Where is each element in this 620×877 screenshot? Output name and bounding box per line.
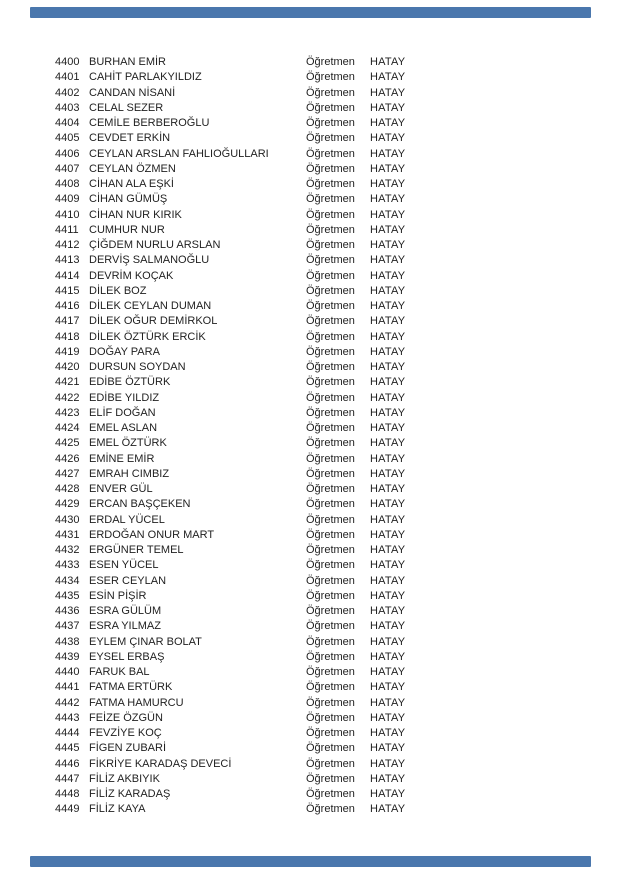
table-row	[0, 70, 620, 85]
row-province: HATAY	[370, 788, 406, 800]
table-row	[0, 284, 620, 299]
row-name: ERCAN BAŞÇEKEN	[89, 498, 191, 511]
row-name: ESER CEYLAN	[89, 574, 167, 587]
table-row	[0, 330, 620, 345]
row-province: HATAY	[370, 239, 406, 251]
row-number: 4430	[55, 513, 80, 526]
row-number: 4438	[55, 635, 80, 648]
row-number: 4420	[55, 361, 80, 373]
table-row	[0, 391, 620, 406]
row-number: 4435	[55, 589, 80, 602]
row-role: Öğretmen	[306, 742, 355, 755]
table-row	[0, 360, 620, 375]
table-row	[0, 299, 620, 314]
table-row	[0, 116, 620, 131]
table-row	[0, 345, 620, 360]
row-province: HATAY	[370, 711, 406, 724]
row-role: Öğretmen	[306, 239, 355, 251]
row-province: HATAY	[370, 437, 406, 450]
row-province: HATAY	[370, 361, 406, 373]
row-role: Öğretmen	[306, 727, 355, 739]
row-name: ÇİĞDEM NURLU ARSLAN	[89, 239, 221, 251]
row-province: HATAY	[370, 589, 406, 602]
row-name: CİHAN NUR KIRIK	[89, 208, 182, 221]
row-name: ERDAL YÜCEL	[89, 513, 165, 526]
row-name: FATMA HAMURCU	[89, 696, 184, 709]
row-province: HATAY	[370, 742, 406, 755]
row-role: Öğretmen	[306, 635, 355, 648]
row-province: HATAY	[370, 620, 406, 633]
row-province: HATAY	[370, 681, 406, 694]
table-row	[0, 238, 620, 253]
table-row	[0, 619, 620, 634]
row-role: Öğretmen	[306, 483, 355, 495]
row-province: HATAY	[370, 483, 406, 495]
row-role: Öğretmen	[306, 498, 355, 511]
row-province: HATAY	[370, 254, 406, 267]
table-row	[0, 680, 620, 695]
row-name: EMEL ASLAN	[89, 422, 158, 434]
table-row	[0, 436, 620, 451]
table-row	[0, 513, 620, 528]
table-row	[0, 314, 620, 329]
row-name: EDİBE YILDIZ	[89, 391, 160, 404]
row-number: 4428	[55, 483, 80, 495]
row-role: Öğretmen	[306, 71, 355, 84]
row-province: HATAY	[370, 528, 406, 541]
row-number: 4449	[55, 803, 80, 816]
row-role: Öğretmen	[306, 574, 355, 587]
row-role: Öğretmen	[306, 589, 355, 602]
row-role: Öğretmen	[306, 467, 355, 480]
roster-table	[0, 55, 620, 818]
row-role: Öğretmen	[306, 391, 355, 404]
table-row	[0, 574, 620, 589]
row-role: Öğretmen	[306, 620, 355, 633]
table-row	[0, 421, 620, 436]
row-role: Öğretmen	[306, 147, 355, 160]
table-row	[0, 253, 620, 268]
row-name: FİLİZ AKBIYIK	[89, 772, 160, 785]
row-name: ERDOĞAN ONUR MART	[89, 528, 215, 541]
table-row	[0, 589, 620, 604]
row-number: 4412	[55, 239, 80, 251]
row-name: EMEL ÖZTÜRK	[89, 437, 167, 450]
row-name: CEMİLE BERBEROĞLU	[89, 117, 210, 129]
row-province: HATAY	[370, 574, 406, 587]
row-number: 4441	[55, 681, 80, 694]
row-province: HATAY	[370, 406, 406, 419]
row-name: CEVDET ERKİN	[89, 132, 171, 145]
row-role: Öğretmen	[306, 376, 355, 389]
table-row	[0, 86, 620, 101]
row-role: Öğretmen	[306, 788, 355, 800]
row-number: 4405	[55, 132, 80, 145]
top-redaction-bar	[30, 7, 591, 18]
table-row	[0, 208, 620, 223]
row-number: 4416	[55, 300, 80, 312]
row-name: ENVER GÜL	[89, 483, 153, 495]
row-province: HATAY	[370, 101, 406, 114]
row-name: EYSEL ERBAŞ	[89, 650, 165, 663]
row-name: EYLEM ÇINAR BOLAT	[89, 635, 202, 648]
table-row	[0, 802, 620, 817]
row-province: HATAY	[370, 772, 406, 785]
row-role: Öğretmen	[306, 300, 355, 312]
row-province: HATAY	[370, 330, 406, 343]
row-name: FATMA ERTÜRK	[89, 681, 173, 694]
row-role: Öğretmen	[306, 132, 355, 145]
row-role: Öğretmen	[306, 650, 355, 663]
table-row	[0, 741, 620, 756]
row-number: 4415	[55, 284, 80, 297]
table-row	[0, 497, 620, 512]
row-province: HATAY	[370, 498, 406, 511]
row-role: Öğretmen	[306, 101, 355, 114]
row-name: FİGEN ZUBARİ	[89, 742, 167, 755]
row-number: 4425	[55, 437, 80, 450]
row-role: Öğretmen	[306, 284, 355, 297]
table-row	[0, 452, 620, 467]
table-row	[0, 131, 620, 146]
row-role: Öğretmen	[306, 345, 355, 358]
row-number: 4419	[55, 345, 80, 358]
bottom-redaction-bar	[30, 856, 591, 867]
row-name: CEYLAN ÖZMEN	[89, 162, 176, 175]
table-row	[0, 467, 620, 482]
table-row	[0, 162, 620, 177]
row-role: Öğretmen	[306, 437, 355, 450]
row-number: 4436	[55, 605, 80, 617]
row-role: Öğretmen	[306, 528, 355, 541]
row-role: Öğretmen	[306, 162, 355, 175]
row-name: EMİNE EMİR	[89, 452, 155, 465]
row-province: HATAY	[370, 132, 406, 145]
row-province: HATAY	[370, 147, 406, 160]
table-row	[0, 558, 620, 573]
row-name: ESRA YILMAZ	[89, 620, 161, 633]
row-province: HATAY	[370, 223, 406, 236]
row-province: HATAY	[370, 391, 406, 404]
row-role: Öğretmen	[306, 86, 355, 99]
row-province: HATAY	[370, 467, 406, 480]
table-row	[0, 528, 620, 543]
row-number: 4443	[55, 711, 80, 724]
row-name: FARUK BAL	[89, 666, 150, 678]
row-province: HATAY	[370, 650, 406, 663]
row-province: HATAY	[370, 162, 406, 175]
row-province: HATAY	[370, 803, 406, 816]
row-name: DİLEK ÖZTÜRK ERCİK	[89, 330, 206, 343]
row-province: HATAY	[370, 117, 406, 129]
row-number: 4424	[55, 422, 80, 434]
row-role: Öğretmen	[306, 452, 355, 465]
row-name: FİKRİYE KARADAŞ DEVECİ	[89, 757, 232, 770]
row-name: FİLİZ KARADAŞ	[89, 788, 171, 800]
table-row	[0, 711, 620, 726]
row-name: DİLEK OĞUR DEMİRKOL	[89, 315, 218, 328]
row-number: 4423	[55, 406, 80, 419]
row-name: CUMHUR NUR	[89, 223, 165, 236]
row-number: 4431	[55, 528, 80, 541]
row-number: 4414	[55, 269, 80, 282]
row-number: 4410	[55, 208, 80, 221]
row-name: DİLEK CEYLAN DUMAN	[89, 300, 212, 312]
row-province: HATAY	[370, 559, 406, 572]
row-number: 4409	[55, 193, 80, 206]
row-name: CEYLAN ARSLAN FAHLIOĞULLARI	[89, 147, 269, 160]
row-number: 4439	[55, 650, 80, 663]
table-row	[0, 543, 620, 558]
row-role: Öğretmen	[306, 315, 355, 328]
row-name: FEVZİYE KOÇ	[89, 727, 162, 739]
table-row	[0, 482, 620, 497]
row-name: CANDAN NİSANİ	[89, 86, 176, 99]
table-row	[0, 147, 620, 162]
row-role: Öğretmen	[306, 208, 355, 221]
row-role: Öğretmen	[306, 223, 355, 236]
row-role: Öğretmen	[306, 422, 355, 434]
row-name: FİLİZ KAYA	[89, 803, 146, 816]
row-name: CİHAN GÜMÜŞ	[89, 193, 168, 206]
row-name: EMRAH CIMBIZ	[89, 467, 170, 480]
row-province: HATAY	[370, 284, 406, 297]
row-province: HATAY	[370, 666, 406, 678]
row-number: 4433	[55, 559, 80, 572]
row-number: 4440	[55, 666, 80, 678]
row-name: DERVİŞ SALMANOĞLU	[89, 254, 210, 267]
row-number: 4411	[55, 223, 79, 236]
row-name: ESİN PİŞİR	[89, 589, 147, 602]
row-role: Öğretmen	[306, 605, 355, 617]
row-province: HATAY	[370, 727, 406, 739]
row-number: 4426	[55, 452, 80, 465]
row-role: Öğretmen	[306, 178, 355, 190]
row-number: 4404	[55, 117, 80, 129]
row-province: HATAY	[370, 269, 406, 282]
row-name: CAHİT PARLAKYILDIZ	[89, 71, 202, 84]
row-province: HATAY	[370, 635, 406, 648]
table-row	[0, 635, 620, 650]
row-name: DOĞAY PARA	[89, 345, 160, 358]
row-name: BURHAN EMİR	[89, 56, 167, 68]
row-role: Öğretmen	[306, 696, 355, 709]
table-row	[0, 192, 620, 207]
row-number: 4421	[55, 376, 80, 389]
row-number: 4432	[55, 544, 80, 556]
row-province: HATAY	[370, 422, 406, 434]
row-province: HATAY	[370, 696, 406, 709]
row-province: HATAY	[370, 208, 406, 221]
row-number: 4402	[55, 86, 80, 99]
table-row	[0, 726, 620, 741]
row-role: Öğretmen	[306, 513, 355, 526]
table-row	[0, 650, 620, 665]
table-row	[0, 55, 620, 70]
row-province: HATAY	[370, 178, 406, 190]
row-role: Öğretmen	[306, 330, 355, 343]
row-role: Öğretmen	[306, 666, 355, 678]
row-role: Öğretmen	[306, 361, 355, 373]
row-province: HATAY	[370, 345, 406, 358]
table-row	[0, 772, 620, 787]
row-number: 4406	[55, 147, 80, 160]
row-number: 4417	[55, 315, 80, 328]
table-row	[0, 696, 620, 711]
row-province: HATAY	[370, 452, 406, 465]
row-number: 4446	[55, 757, 80, 770]
row-role: Öğretmen	[306, 193, 355, 206]
row-name: ERGÜNER TEMEL	[89, 544, 184, 556]
row-province: HATAY	[370, 757, 406, 770]
row-province: HATAY	[370, 193, 406, 206]
row-number: 4427	[55, 467, 80, 480]
table-row	[0, 375, 620, 390]
row-number: 4400	[55, 56, 80, 68]
row-name: ELİF DOĞAN	[89, 406, 156, 419]
row-province: HATAY	[370, 544, 406, 556]
row-name: DİLEK BOZ	[89, 284, 147, 297]
table-row	[0, 269, 620, 284]
row-role: Öğretmen	[306, 711, 355, 724]
row-role: Öğretmen	[306, 56, 355, 68]
row-role: Öğretmen	[306, 757, 355, 770]
row-name: DEVRİM KOÇAK	[89, 269, 174, 282]
row-province: HATAY	[370, 376, 406, 389]
row-name: FEİZE ÖZGÜN	[89, 711, 163, 724]
row-role: Öğretmen	[306, 117, 355, 129]
table-row	[0, 177, 620, 192]
row-role: Öğretmen	[306, 544, 355, 556]
row-role: Öğretmen	[306, 559, 355, 572]
table-row	[0, 787, 620, 802]
row-number: 4413	[55, 254, 80, 267]
row-number: 4401	[55, 71, 80, 84]
row-role: Öğretmen	[306, 772, 355, 785]
row-number: 4442	[55, 696, 80, 709]
row-number: 4437	[55, 620, 80, 633]
row-number: 4422	[55, 391, 80, 404]
table-row	[0, 665, 620, 680]
row-province: HATAY	[370, 513, 406, 526]
row-number: 4445	[55, 742, 80, 755]
row-number: 4448	[55, 788, 80, 800]
row-number: 4429	[55, 498, 80, 511]
row-province: HATAY	[370, 86, 406, 99]
row-number: 4418	[55, 330, 80, 343]
row-name: DURSUN SOYDAN	[89, 361, 186, 373]
row-number: 4403	[55, 101, 80, 114]
row-province: HATAY	[370, 315, 406, 328]
row-province: HATAY	[370, 71, 406, 84]
row-number: 4408	[55, 178, 80, 190]
table-row	[0, 406, 620, 421]
row-number: 4447	[55, 772, 80, 785]
row-province: HATAY	[370, 56, 406, 68]
row-name: EDİBE ÖZTÜRK	[89, 376, 171, 389]
row-name: CİHAN ALA EŞKİ	[89, 178, 174, 190]
row-province: HATAY	[370, 605, 406, 617]
table-row	[0, 101, 620, 116]
table-row	[0, 223, 620, 238]
row-name: ESRA GÜLÜM	[89, 605, 162, 617]
row-name: CELAL SEZER	[89, 101, 164, 114]
row-role: Öğretmen	[306, 254, 355, 267]
row-role: Öğretmen	[306, 803, 355, 816]
row-role: Öğretmen	[306, 406, 355, 419]
row-number: 4434	[55, 574, 80, 587]
table-row	[0, 604, 620, 619]
row-number: 4444	[55, 727, 80, 739]
row-province: HATAY	[370, 300, 406, 312]
table-row	[0, 757, 620, 772]
row-role: Öğretmen	[306, 269, 355, 282]
row-name: ESEN YÜCEL	[89, 559, 159, 572]
row-role: Öğretmen	[306, 681, 355, 694]
row-number: 4407	[55, 162, 80, 175]
